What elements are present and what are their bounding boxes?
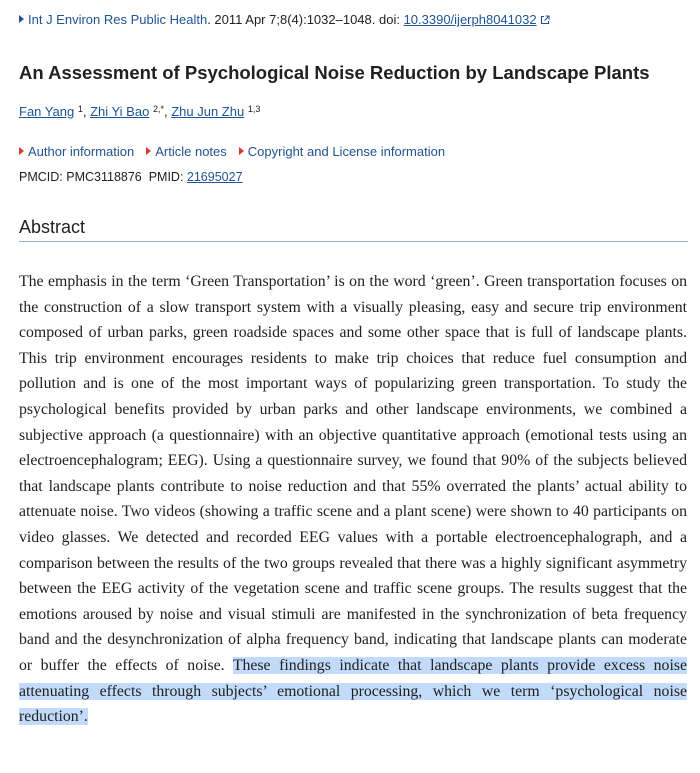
abstract-body: The emphasis in the term ‘Green Transportation’ is on the word ‘green’. Green transportation focuses on the construction of a slow transport system with a visually pleasing, easy and secure trip environment composed of urban parks, green roadside spaces and some other space that is full of landscape plants. This trip environment encourages residents to make trip choices that reduce fuel consumption and pollution and is one of the most important ways of popularizing green transportation. To study the psychological benefits provided by urban parks and other landscape environments, we combined a subjective approach (a questionnaire) with an objective quantitative approach (emotional tests using an electroencephalogram; EEG). Using a questionnaire survey, we found that 90% of the subjects believed that landscape plants contribute to noise reduction and that 55% overrated the plants’ actual ability to attenuate noise. Two videos (showing a traffic scene and a plant scene) were shown to 40 participants on video glasses. We detected and recorded EEG values with a portable electroencephalograph, and a comparison between the results of the two groups revealed that there was a highly significant asymmetry between the EEG activity of the vegetation scene and traffic scene groups. The results suggest that the emotions aroused by noise and visual stimuli are manifested in the synchronization of beta frequency band and the desynchronization of alpha frequency band, indicating that landscape plants can moderate or buffer the effects of noise. (19, 273, 687, 674)
author-list: Fan Yang $^1$, Zhi Yi Bao $^{2,*}$, Zhu Jun Zhu $^{1,3}$ (19, 104, 261, 119)
article-identifiers (19, 170, 243, 184)
author-affiliation: 1 (77, 104, 83, 114)
article-title: An Assessment of Psychological Noise Reduction by Landscape Plants (19, 62, 650, 83)
external-link-icon (540, 15, 550, 25)
article-notes-toggle[interactable]: Article notes (146, 144, 227, 159)
doi-link[interactable]: 10.3390/ijerph8041032 (404, 12, 550, 27)
caret-right-icon (19, 15, 24, 23)
section-divider (19, 241, 688, 242)
author-link[interactable]: Fan Yang (19, 104, 75, 119)
citation-line (19, 12, 550, 27)
pmcid-label: PMCID: (19, 170, 67, 184)
abstract-text (19, 269, 687, 730)
selected-text: These findings indicate that landscape plants provide excess noise attenuating effects through subjects’ emotional processing, which we term ‘psychological noise reduction’. (19, 656, 687, 726)
author-link[interactable]: Zhu Jun Zhu (171, 104, 245, 119)
author-affiliation: 1,3 (247, 104, 261, 114)
article-meta-links (19, 144, 457, 159)
abstract-heading: Abstract (19, 217, 86, 237)
citation-details: . 2011 Apr 7;8(4):1032–1048. doi: (207, 12, 404, 27)
author-information-toggle[interactable]: Author information (19, 144, 134, 159)
author-link[interactable]: Zhi Yi Bao (90, 104, 150, 119)
pmid-label: PMID: (148, 170, 187, 184)
copyright-license-toggle[interactable]: Copyright and License information (239, 144, 445, 159)
caret-right-icon (239, 147, 244, 155)
pmcid-value: PMC3118876 (66, 170, 142, 184)
author-affiliation: 2,* (152, 104, 164, 114)
journal-link[interactable]: Int J Environ Res Public Health (19, 12, 207, 27)
caret-right-icon (146, 147, 151, 155)
caret-right-icon (19, 147, 24, 155)
pmid-link[interactable]: 21695027 (186, 170, 243, 184)
